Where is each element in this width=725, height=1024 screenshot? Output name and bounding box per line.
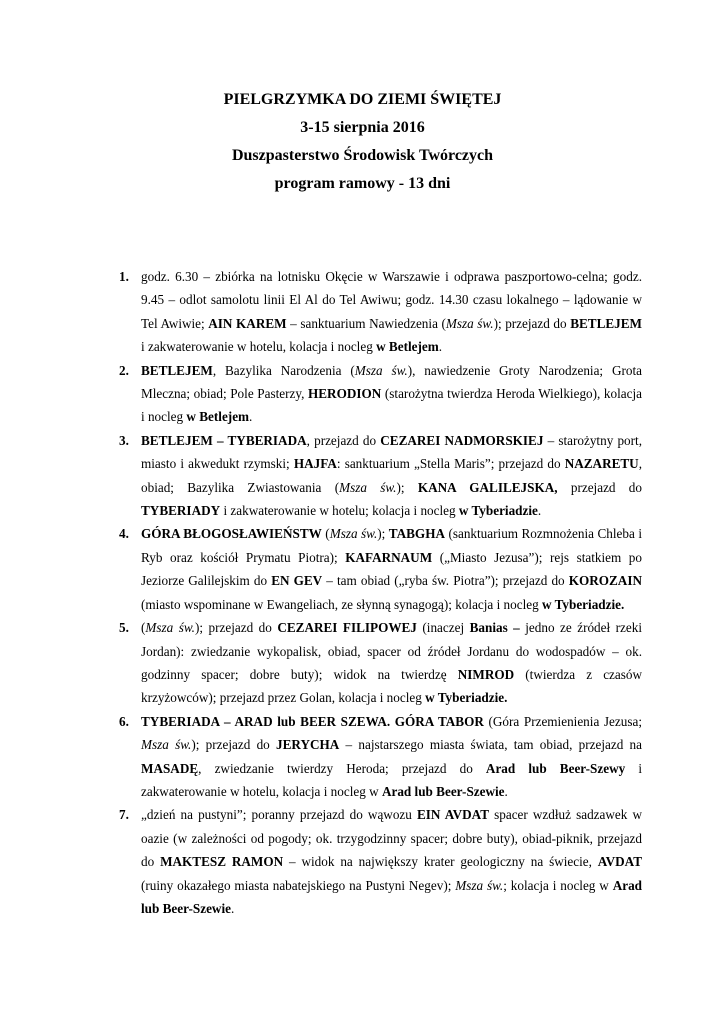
place-name: EN GEV <box>271 573 323 589</box>
itinerary-list <box>108 265 642 920</box>
place-name: Arad lub Beer-Szewy <box>485 760 626 776</box>
place-name: KANA GALILEJSKA, <box>417 479 558 495</box>
place-name: JERYCHA <box>276 737 340 753</box>
place-name: TABGHA <box>388 526 445 542</box>
text-segment: przejazd do <box>557 479 642 495</box>
day-description <box>141 803 642 920</box>
text-segment: ( <box>141 620 146 636</box>
text-segment: i zakwaterowanie w hotelu, kolacja i nocleg w <box>141 760 642 799</box>
text-segment: i zakwaterowanie w hotelu; kolacja i nocleg <box>220 503 459 519</box>
place-name: MASADĘ <box>141 760 199 776</box>
text-segment: . <box>230 900 235 916</box>
text-segment: . <box>249 409 253 425</box>
text-segment: – tam obiad („ryba św. Piotra”); przejazd do <box>322 573 569 589</box>
mass-note: Msza św. <box>339 479 397 495</box>
mass-note: Msza św. <box>455 877 504 893</box>
text-segment: (sanktuarium Rozmnożenia Chleba i Ryb oraz kościół Prymatu Piotra); <box>141 526 642 565</box>
day-number: 6. <box>119 713 129 729</box>
day-number: 3. <box>119 432 129 448</box>
day-description <box>141 616 642 710</box>
place-name: HERODION <box>308 386 382 402</box>
place-name: GÓRA BŁOGOSŁAWIEŃSTW <box>141 526 322 542</box>
itinerary-day-6 <box>108 710 642 804</box>
text-segment: (inaczej <box>416 620 470 636</box>
text-segment: – najstarszego miasta świata, tam obiad, przejazd na <box>339 737 642 753</box>
place-name: CEZAREI FILIPOWEJ <box>277 620 417 636</box>
text-segment: , obiad; Bazylika Zwiastowania ( <box>141 456 643 495</box>
itinerary-day-4 <box>108 522 642 616</box>
day-description <box>141 265 642 359</box>
text-segment: ), nawiedzenie Groty Narodzenia; Grota Mleczna; obiad; Pole Pasterzy, <box>141 362 642 402</box>
place-name: w Tyberiadzie. <box>542 596 625 612</box>
place-name: BETLEJEM <box>570 315 643 331</box>
place-name: KOROZAIN <box>568 573 642 589</box>
text-segment: („Miasto Jezusa”); rejs statkiem po Jeziorze Galilejskim do <box>141 549 642 589</box>
text-segment: , zwiedzanie twierdzy Heroda; przejazd do <box>198 760 486 776</box>
day-description <box>141 359 642 429</box>
document-title: PIELGRZYMKA DO ZIEMI ŚWIĘTEJ <box>223 91 502 108</box>
mass-note: Msza św. <box>329 526 378 542</box>
text-segment: jedno ze źródeł rzeki Jordan): zwiedzanie wykopalisk, obiad, spacer od źródeł Jordanu do wodospadów – ok. godzinny spacer; dobre buty); widok na twierdzę <box>141 620 642 682</box>
place-name: w Tyberiadzie <box>458 503 538 519</box>
place-name: HAJFA <box>293 456 337 472</box>
text-segment: – starożytny port, miasto i akwedukt rzymski; <box>141 432 642 472</box>
day-description <box>141 429 642 523</box>
text-segment: (ruiny okazałego miasta nabatejskiego na Pustyni Negev); <box>141 877 456 893</box>
text-segment: : sanktuarium „Stella Maris”; przejazd do <box>336 456 565 472</box>
place-name: EIN AVDAT <box>416 807 490 823</box>
day-description <box>141 710 642 804</box>
day-number: 7. <box>119 807 129 823</box>
place-name: MAKTESZ RAMON <box>160 854 284 870</box>
place-name: Arad lub Beer-Szewie <box>141 877 642 916</box>
place-name: BETLEJEM <box>141 362 213 378</box>
text-segment: ); przejazd do <box>191 737 277 753</box>
itinerary-day-2 <box>108 359 642 429</box>
text-segment: i zakwaterowanie w hotelu, kolacja i nocleg <box>141 339 377 355</box>
program-subtitle: program ramowy - 13 dni <box>274 175 451 192</box>
text-segment: spacer wzdłuż sadzawek w oazie (w zależności od pogody; ok. trzygodzinny spacer; dobre buty), obiad-piknik, przejazd do <box>141 807 642 870</box>
place-name: w Betlejem <box>376 339 439 355</box>
mass-note: Msza św. <box>354 362 408 378</box>
text-segment: ); przejazd do <box>493 315 571 331</box>
place-name: TYBERIADY <box>141 503 221 519</box>
mass-note: Msza św. <box>145 620 195 636</box>
text-segment: godz. 6.30 – zbiórka na lotnisku Okęcie w Warszawie i odprawa paszportowo-celna; godz. 9.45 – odlot samolotu linii El Al do Tel Awiwu; godz. 14.30 czasu lokalnego – lądowanie w Tel Awiwie; <box>141 269 642 331</box>
text-segment: ; kolacja i nocleg w <box>503 877 613 893</box>
mass-note: Msza św. <box>445 315 494 331</box>
place-name: w Betlejem <box>186 409 250 425</box>
text-segment: „dzień na pustyni”; poranny przejazd do wąwozu <box>141 807 417 823</box>
place-name: AVDAT <box>597 854 642 870</box>
trip-dates: 3-15 sierpnia 2016 <box>300 119 425 136</box>
text-segment: . <box>537 503 542 519</box>
place-name: w Tyberiadzie. <box>425 690 508 706</box>
itinerary-day-5 <box>108 616 642 710</box>
text-segment: ); przejazd do <box>194 620 278 636</box>
day-number: 5. <box>119 620 129 636</box>
text-segment: , przejazd do <box>306 432 381 448</box>
day-description <box>141 522 642 616</box>
text-segment: (starożytna twierdza Heroda Wielkiego), kolacja i nocleg <box>141 386 642 425</box>
text-segment: ); <box>377 526 389 542</box>
text-segment: . <box>504 783 508 799</box>
document-header <box>0 86 725 198</box>
day-number: 2. <box>119 362 129 378</box>
text-segment: – sanktuarium Nawiedzenia ( <box>286 315 446 331</box>
place-name: BETLEJEM – TYBERIADA <box>141 432 307 448</box>
itinerary-day-3 <box>108 429 642 523</box>
place-name: AIN KAREM <box>208 315 287 331</box>
text-segment: (twierdza z czasów krzyżowców); przejazd przez Golan, kolacja i nocleg <box>141 666 642 706</box>
text-segment: (miasto wspominane w Ewangeliach, ze słynną synagogą); kolacja i nocleg <box>141 596 542 612</box>
organizer: Duszpasterstwo Środowisk Twórczych <box>231 147 494 164</box>
day-number: 1. <box>119 269 129 284</box>
itinerary-day-1 <box>108 265 642 359</box>
place-name: TYBERIADA – ARAD lub BEER SZEWA. GÓRA TABOR <box>141 713 484 729</box>
place-name: NIMROD <box>457 666 515 682</box>
mass-note: Msza św. <box>141 737 192 753</box>
place-name: NAZARETU <box>564 456 639 472</box>
place-name: CEZAREI NADMORSKIEJ <box>380 432 544 448</box>
itinerary-day-7 <box>108 803 642 920</box>
text-segment: ); <box>396 479 418 495</box>
place-name: KAFARNAUM <box>345 549 433 565</box>
text-segment: ( <box>321 526 330 542</box>
place-name: Arad lub Beer-Szewie <box>381 783 505 799</box>
text-segment: . <box>438 339 442 355</box>
text-segment: – widok na największy krater geologiczny na świecie, <box>283 854 598 870</box>
day-number: 4. <box>119 526 129 542</box>
place-name: Banias – <box>469 620 520 636</box>
text-segment: , Bazylika Narodzenia ( <box>212 362 355 378</box>
text-segment: (Góra Przemienienia Jezusa; <box>483 713 642 729</box>
